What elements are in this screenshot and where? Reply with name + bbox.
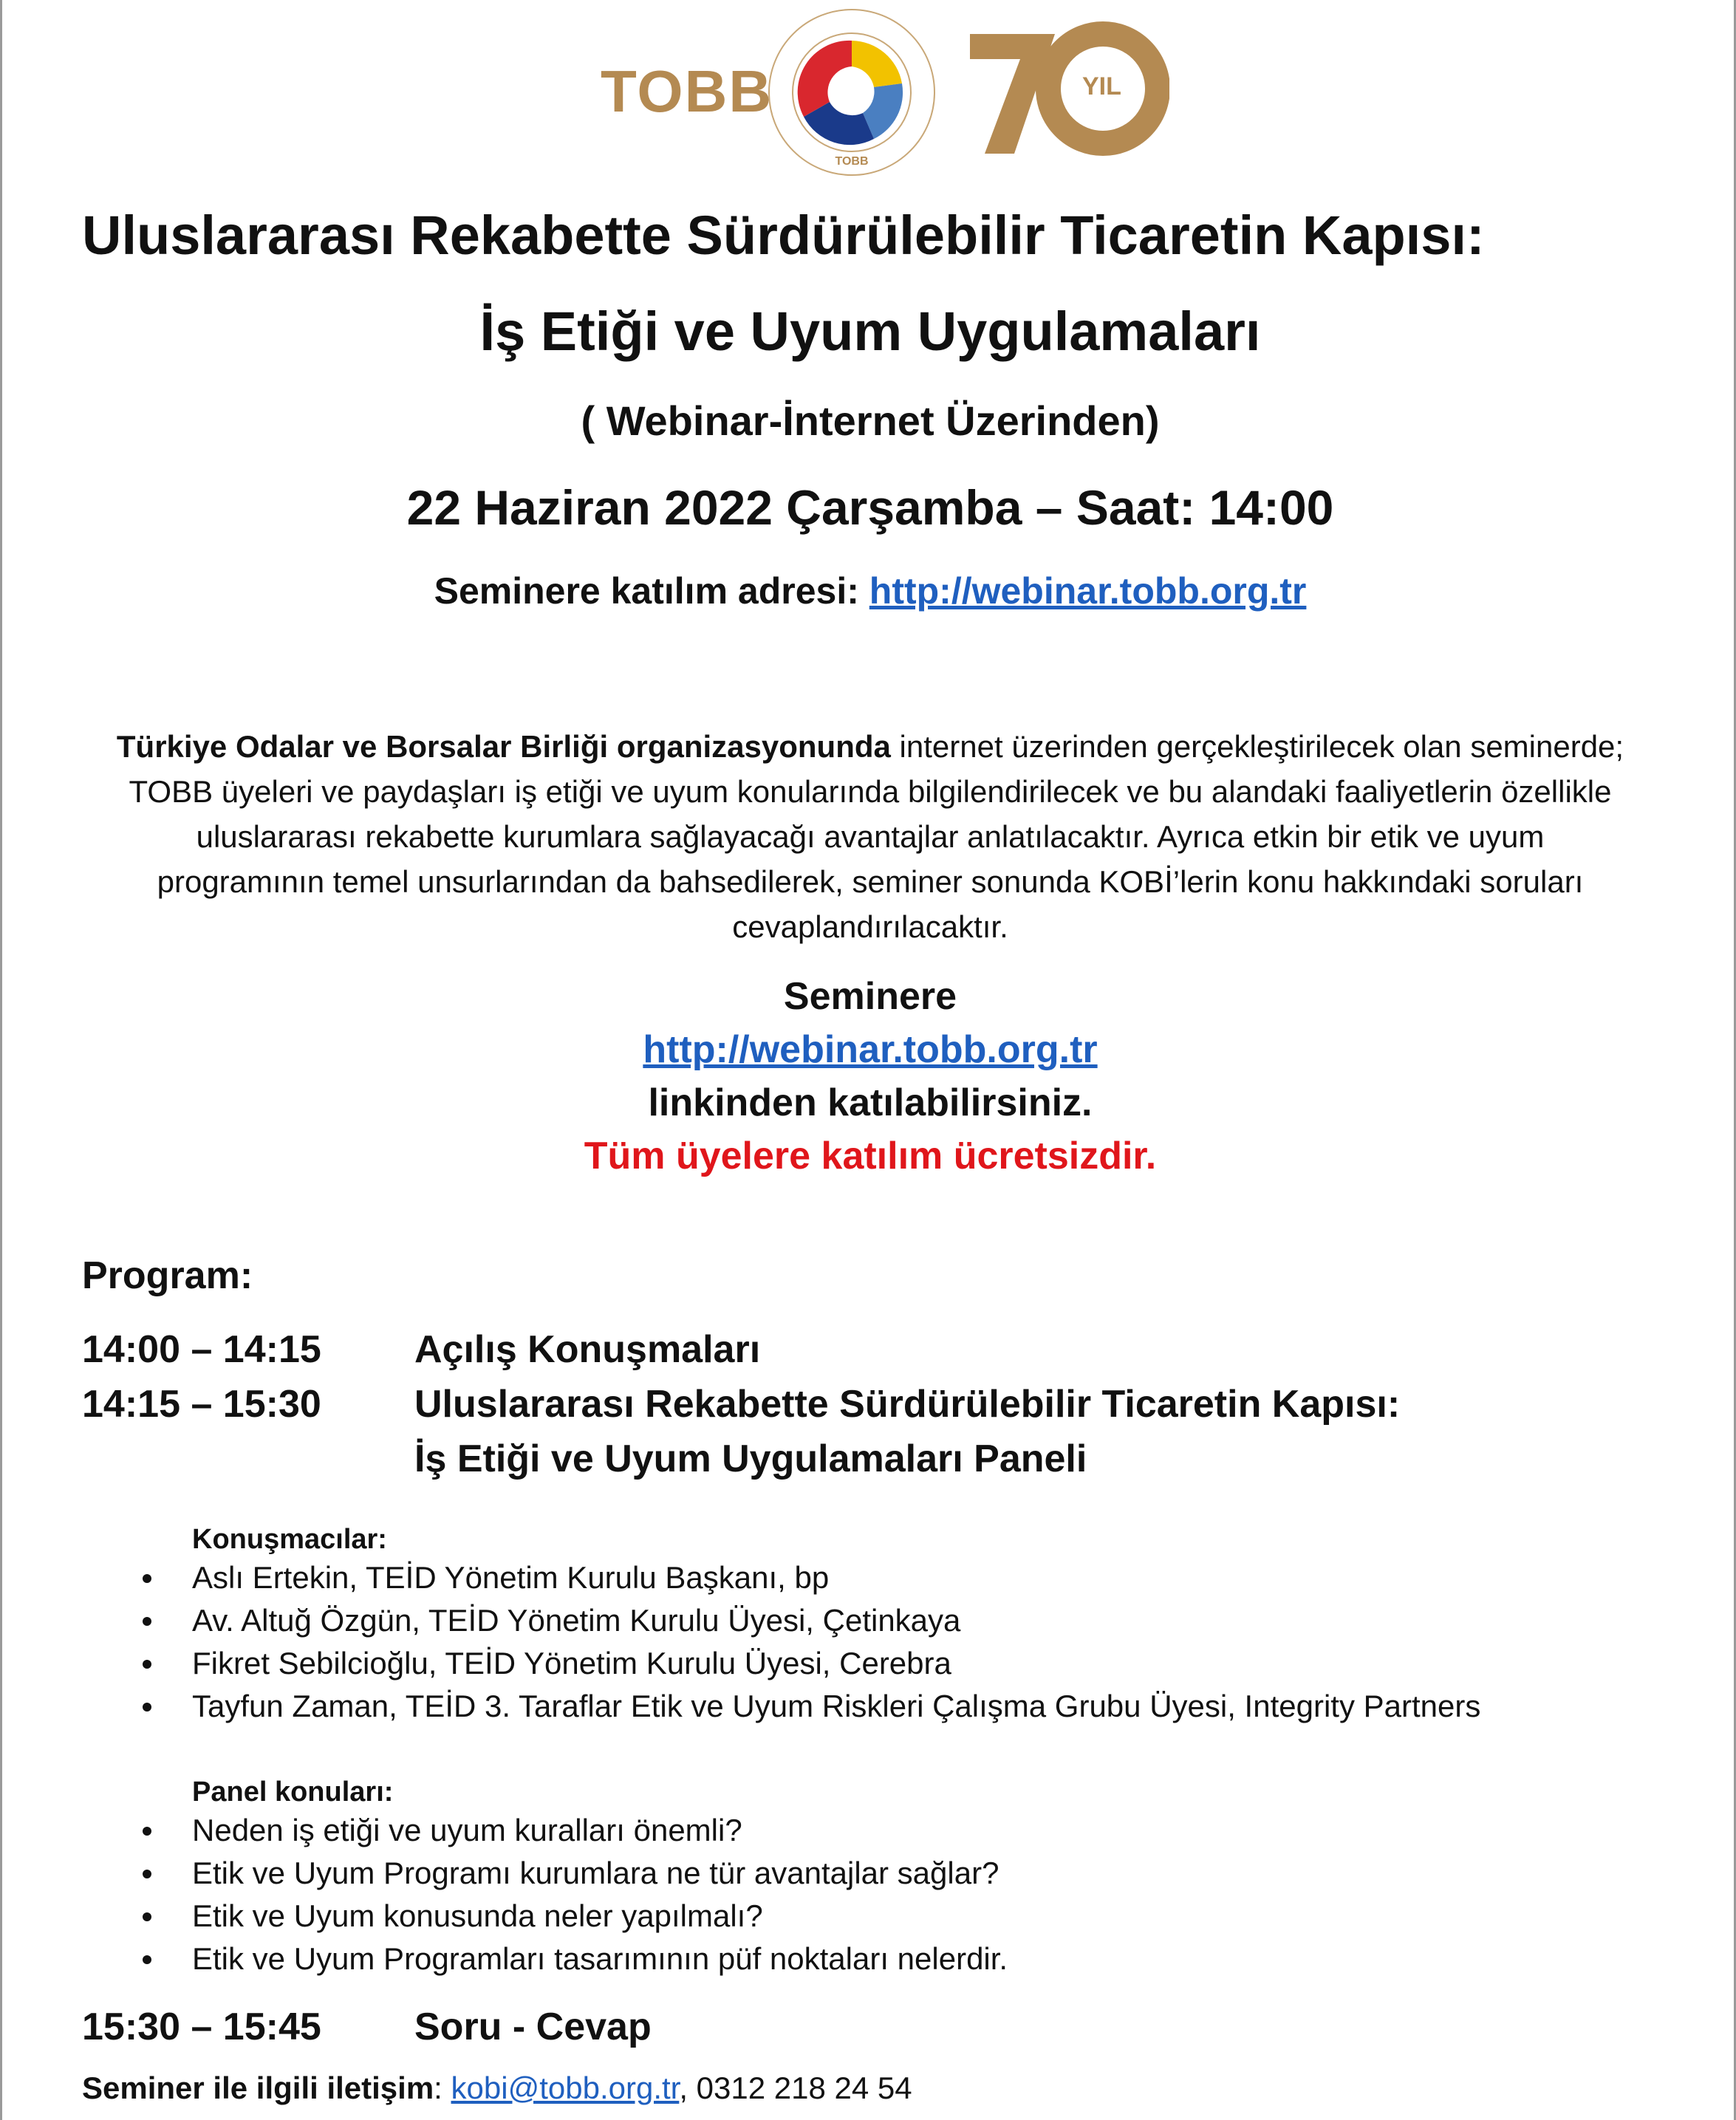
topics-label: Panel konuları: (192, 1777, 394, 1808)
join-webinar-link[interactable]: http://webinar.tobb.org.tr (643, 1028, 1098, 1071)
intro-line-2: TOBB üyeleri ve paydaşları iş etiği ve uyum konularında bilgilendirilecek ve bu alandaki faaliyetlerin özellikle (129, 774, 1612, 809)
speaker-item: Fikret Sebilcioğlu, TEİD Yönetim Kurulu Üyesi, Cerebra (143, 1642, 1480, 1685)
topic-item: Etik ve Uyum Programları tasarımının püf noktaları nelerdir. (143, 1938, 1008, 1980)
anniversary-70-logo (963, 21, 1169, 157)
program-title-1: Açılış Konuşmaları (414, 1328, 761, 1371)
speaker-item: Av. Altuğ Özgün, TEİD Yönetim Kurulu Üyesi, Çetinkaya (143, 1599, 1480, 1642)
contact-phone: , 0312 218 24 54 (679, 2071, 912, 2105)
program-time-3: 15:30 – 15:45 (82, 2006, 321, 2048)
free-participation-note: Tüm üyelere katılım ücretsizdir. (584, 1135, 1157, 1177)
webinar-link[interactable]: http://webinar.tobb.org.tr (869, 570, 1307, 612)
topic-item: Etik ve Uyum Programı kurumlara ne tür avantajlar sağlar? (143, 1852, 1008, 1895)
tobb-seal-logo (763, 6, 940, 179)
intro-line-3: uluslararası rekabette kurumlara sağlayacağı avantajlar anlatılacaktır. Ayrıca etkin bir etik ve uyum (196, 819, 1545, 854)
intro-line-1: Türkiye Odalar ve Borsalar Birliği organizasyonunda internet üzerinden gerçekleştirilecek olan seminerde; (116, 729, 1624, 764)
program-title-2b: İş Etiği ve Uyum Uygulamaları Paneli (414, 1437, 1087, 1480)
header-logos (601, 6, 1162, 179)
program-title-3: Soru - Cevap (414, 2006, 652, 2048)
topics-list (143, 1809, 1008, 1980)
contact-email-link[interactable]: kobi@tobb.org.tr (451, 2071, 680, 2105)
program-label: Program: (82, 1254, 253, 1297)
event-datetime: 22 Haziran 2022 Çarşamba – Saat: 14:00 (406, 480, 1334, 535)
speaker-item: Tayfun Zaman, TEİD 3. Taraflar Etik ve Uyum Riskleri Çalışma Grubu Üyesi, Integrity Partners (143, 1685, 1480, 1728)
address-label: Seminere katılım adresi: (434, 570, 869, 612)
topic-item: Neden iş etiği ve uyum kuralları önemli? (143, 1809, 1008, 1852)
contact-label: Seminer ile ilgili iletişim (82, 2071, 434, 2105)
intro-line-5: cevaplandırılacaktır. (732, 909, 1008, 944)
contact-line: Seminer ile ilgili iletişim: kobi@tobb.org.tr, 0312 218 24 54 (82, 2071, 912, 2105)
program-title-2: Uluslararası Rekabette Sürdürülebilir Ticaretin Kapısı: (414, 1383, 1401, 1426)
intro-paragraph (39, 724, 1701, 949)
event-format: ( Webinar-İnternet Üzerinden) (581, 397, 1160, 444)
intro-line-4: programının temel unsurlarından da bahsedilerek, seminer sonunda KOBİ’lerin konu hakkındaki soruları (157, 864, 1584, 899)
join-line-3: linkinden katılabilirsiniz. (648, 1081, 1093, 1124)
join-link-line (2, 1030, 1736, 1069)
join-line-1: Seminere (783, 975, 957, 1018)
seal-bottom-text: TOBB (835, 155, 869, 168)
title-line-1: Uluslararası Rekabette Sürdürülebilir Ticaretin Kapısı: (82, 205, 1485, 266)
participation-address (2, 570, 1736, 612)
intro-bold-lead: Türkiye Odalar ve Borsalar Birliği organizasyonunda (116, 729, 891, 764)
speakers-list (143, 1556, 1480, 1728)
topic-item: Etik ve Uyum konusunda neler yapılmalı? (143, 1895, 1008, 1938)
speakers-label: Konuşmacılar: (192, 1524, 387, 1555)
speaker-item: Aslı Ertekin, TEİD Yönetim Kurulu Başkanı, bp (143, 1556, 1480, 1599)
title-line-2: İş Etiği ve Uyum Uygulamaları (479, 301, 1261, 362)
tobb-wordmark: TOBB (601, 58, 773, 124)
program-time-2: 14:15 – 15:30 (82, 1383, 321, 1426)
anniversary-suffix: YIL (1082, 72, 1121, 100)
program-time-1: 14:00 – 14:15 (82, 1328, 321, 1371)
